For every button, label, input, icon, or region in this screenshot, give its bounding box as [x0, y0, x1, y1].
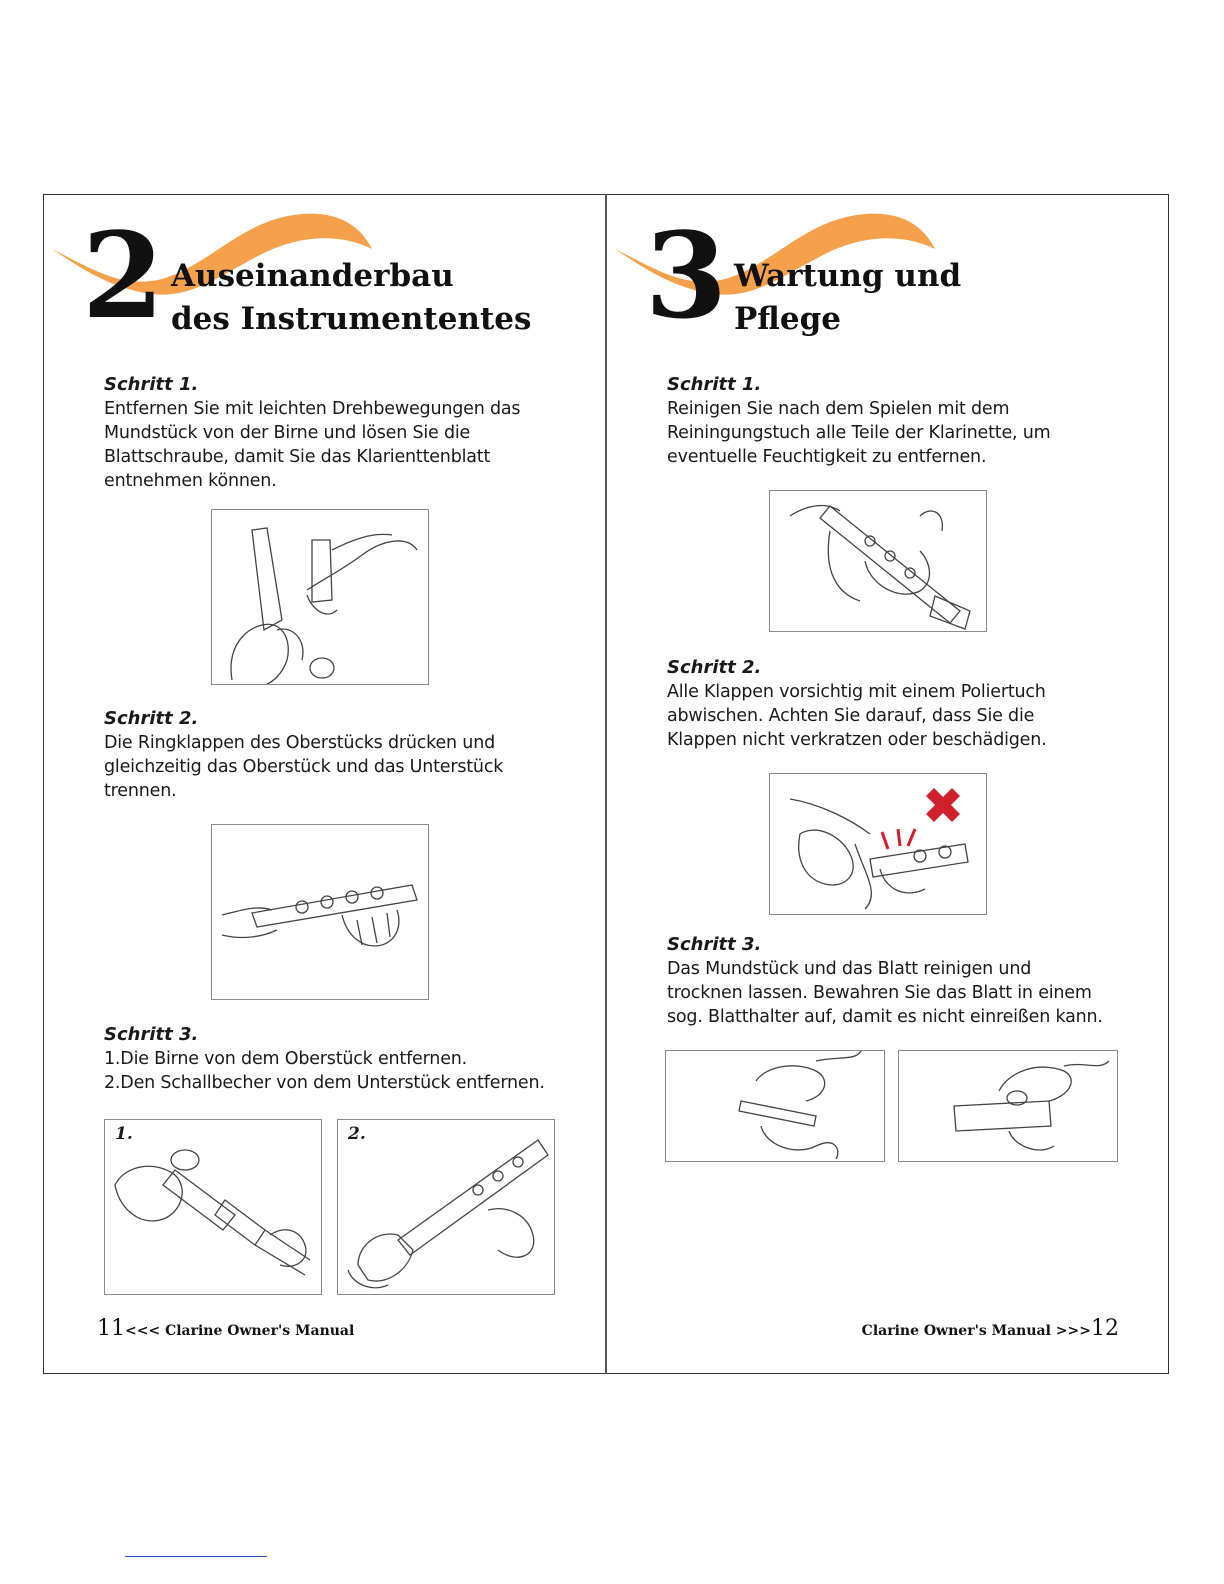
illustration-mouthpiece-removal: [211, 509, 429, 685]
figure-label: 2.: [348, 1124, 366, 1144]
chapter-title-line1: Wartung und: [734, 258, 962, 294]
step-1: [104, 373, 574, 493]
chapter-title-line2: des Instrumententes: [171, 301, 532, 337]
step-label: Schritt 2.: [667, 657, 762, 678]
step-text-line: Blattschraube, damit Sie das Klarienttenblatt: [104, 447, 491, 467]
illustration-remove-barrel: [104, 1119, 322, 1295]
step-text-line: 2.Den Schallbecher von dem Unterstück entfernen.: [104, 1073, 545, 1093]
footer: [862, 1316, 1119, 1341]
step-text-line: Entfernen Sie mit leichten Drehbewegungen das: [104, 399, 521, 419]
underline-mark: [125, 1556, 267, 1557]
illustration-wipe-clarinet: [769, 490, 987, 632]
step-text: [104, 1047, 574, 1095]
chapter-number: 3: [645, 206, 728, 345]
chapter-title-line2: Pflege: [734, 301, 841, 337]
figure-label: 1.: [115, 1124, 133, 1144]
step-text-line: Alle Klappen vorsichtig mit einem Poliertuch: [667, 682, 1046, 702]
footer: [97, 1316, 354, 1341]
page-12: [607, 195, 1169, 1373]
illustration-wipe-keys-warning: [769, 773, 987, 915]
illustration-clean-mouthpiece: [665, 1050, 885, 1162]
step-text-line: trennen.: [104, 781, 177, 801]
step-text-line: Reinigen Sie nach dem Spielen mit dem: [667, 399, 1010, 419]
step-text-line: Reiningungstuch alle Teile der Klarinette, um: [667, 423, 1051, 443]
step-label: Schritt 3.: [104, 1024, 199, 1045]
page-number: 11: [97, 1316, 125, 1341]
illustration-dry-reed: [898, 1050, 1118, 1162]
step-text-line: sog. Blatthalter auf, damit es nicht einreißen kann.: [667, 1007, 1103, 1027]
step-2: [104, 707, 574, 803]
step-text: [104, 397, 574, 493]
step-text-line: Das Mundstück und das Blatt reinigen und: [667, 959, 1032, 979]
step-2: [667, 656, 1137, 752]
step-text: [667, 957, 1137, 1029]
step-text-line: Mundstück von der Birne und lösen Sie die: [104, 423, 471, 443]
step-text-line: abwischen. Achten Sie darauf, dass Sie die: [667, 706, 1035, 726]
step-text-line: eventuelle Feuchtigkeit zu entfernen.: [667, 447, 987, 467]
step-label: Schritt 1.: [667, 374, 762, 395]
step-text-line: 1.Die Birne von dem Oberstück entfernen.: [104, 1049, 468, 1069]
warning-cross-icon: [920, 782, 966, 828]
chapter-title-line1: Auseinanderbau: [171, 258, 454, 294]
step-text-line: gleichzeitig das Oberstück und das Unterstück: [104, 757, 504, 777]
page-number: 12: [1091, 1316, 1119, 1341]
illustration-separate-joints: [211, 824, 429, 1000]
step-text: [667, 397, 1137, 469]
step-label: Schritt 2.: [104, 708, 199, 729]
step-text-line: trocknen lassen. Bewahren Sie das Blatt in einem: [667, 983, 1092, 1003]
chapter-title: [734, 255, 961, 341]
footer-manual-title: <<< Clarine Owner's Manual: [125, 1323, 355, 1339]
step-text-line: entnehmen können.: [104, 471, 277, 491]
step-text-line: Die Ringklappen des Oberstücks drücken und: [104, 733, 495, 753]
step-3: [667, 933, 1137, 1029]
step-text-line: Klappen nicht verkratzen oder beschädigen.: [667, 730, 1047, 750]
chapter-title: [171, 255, 531, 341]
page-divider: [605, 194, 607, 1374]
step-label: Schritt 1.: [104, 374, 199, 395]
illustration-remove-bell: [337, 1119, 555, 1295]
step-label: Schritt 3.: [667, 934, 762, 955]
step-text: [667, 680, 1137, 752]
step-text: [104, 731, 574, 803]
step-3: [104, 1023, 574, 1095]
page-11: [44, 195, 606, 1373]
footer-manual-title: Clarine Owner's Manual >>>: [861, 1323, 1091, 1339]
chapter-number: 2: [82, 206, 165, 345]
step-1: [667, 373, 1137, 469]
